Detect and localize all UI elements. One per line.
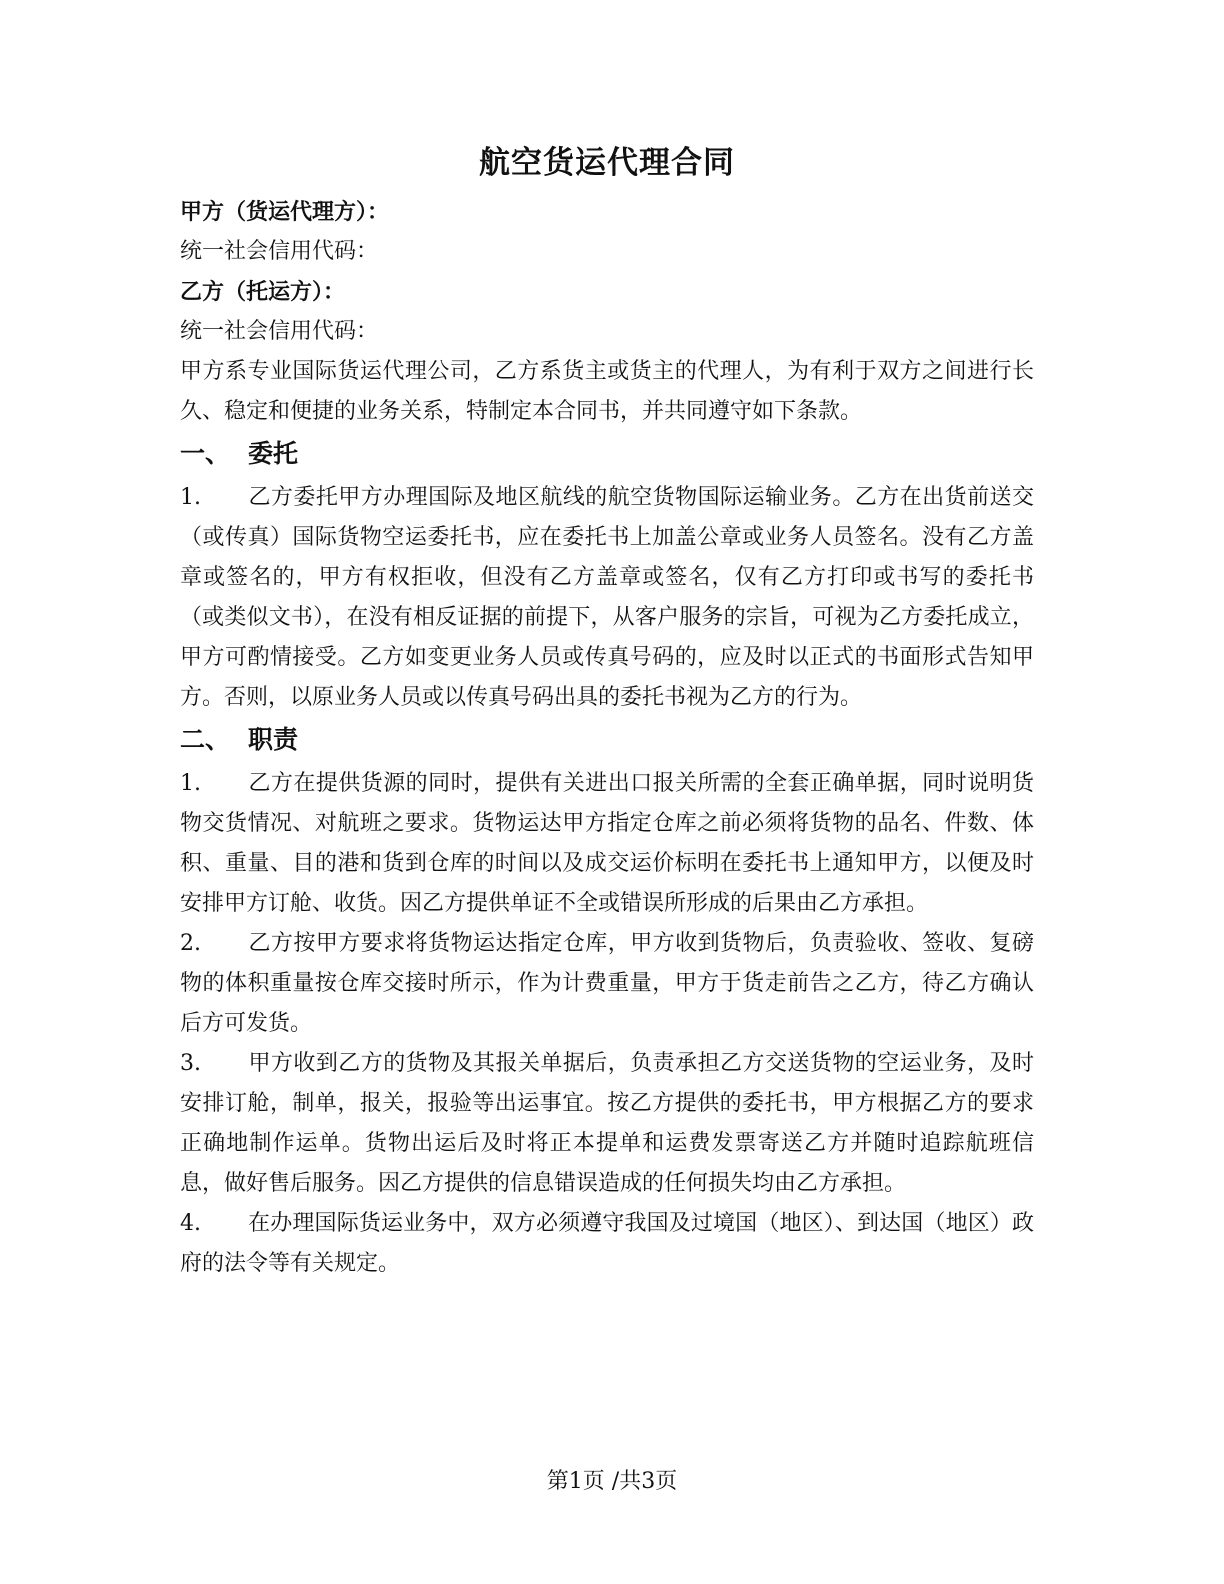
page-indicator: 第1页 /共3页 — [546, 1469, 678, 1494]
clause-number: 1. — [180, 771, 201, 796]
party-a-label: 甲方（货运代理方）： — [180, 199, 390, 225]
section-heading — [180, 720, 1034, 760]
clause-text: 乙方按甲方要求将货物运达指定仓库，甲方收到货物后，负责验收、签收、复磅物的体积重量按仓库交接时所示，作为计费重量，甲方于货走前告之乙方，待乙方确认后方可发货。 — [180, 931, 1034, 1036]
clause-number: 1. — [180, 485, 201, 510]
section-entrustment — [180, 434, 1034, 718]
party-b-credit-code-label: 统一社会信用代码： — [180, 319, 379, 344]
section-responsibilities — [180, 720, 1034, 1284]
clause-text: 在办理国际货运业务中，双方必须遵守我国及过境国（地区）、到达国（地区）政府的法令等有关规定。 — [180, 1211, 1034, 1276]
section-number: 二、 — [180, 725, 231, 754]
clause — [180, 1044, 1034, 1204]
clause-text: 甲方收到乙方的货物及其报关单据后，负责承担乙方交送货物的空运业务，及时安排订舱，制单，报关，报验等出运事宜。按乙方提供的委托书，甲方根据乙方的要求正确地制作运单。货物出运后及时将正本提单和运费发票寄送乙方并随时追踪航班信息，做好售后服务。因乙方提供的信息错误造成的任何损失均由乙方承担。 — [180, 1051, 1034, 1196]
clause — [180, 478, 1034, 718]
clause — [180, 924, 1034, 1044]
party-b-label: 乙方（托运方）： — [180, 279, 346, 305]
clause-text: 乙方在提供货源的同时，提供有关进出口报关所需的全套正确单据，同时说明货物交货情况、对航班之要求。货物运达甲方指定仓库之前必须将货物的品名、件数、体积、重量、目的港和货到仓库的时间以及成交运价标明在委托书上通知甲方，以便及时安排甲方订舱、收货。因乙方提供单证不全或错误所形成的后果由乙方承担。 — [180, 771, 1034, 916]
intro-paragraph: 甲方系专业国际货运代理公司，乙方系货主或货主的代理人，为有利于双方之间进行长久、稳定和便捷的业务关系，特制定本合同书，并共同遵守如下条款。 — [180, 359, 1034, 424]
clause-number: 2. — [180, 931, 201, 956]
section-title: 职责 — [248, 725, 299, 754]
clause — [180, 764, 1034, 924]
document-content — [180, 140, 1034, 1284]
party-a-credit-code-label: 统一社会信用代码： — [180, 239, 379, 264]
section-heading — [180, 434, 1034, 474]
page-footer — [0, 1466, 1224, 1498]
clause-number: 3. — [180, 1051, 201, 1076]
clause — [180, 1204, 1034, 1284]
section-number: 一、 — [180, 439, 231, 468]
section-title: 委托 — [248, 439, 299, 468]
clause-text: 乙方委托甲方办理国际及地区航线的航空货物国际运输业务。乙方在出货前送交（或传真）国际货物空运委托书，应在委托书上加盖公章或业务人员签名。没有乙方盖章或签名的，甲方有权拒收，但没有乙方盖章或签名，仅有乙方打印或书写的委托书（或类似文书），在没有相反证据的前提下，从客户服务的宗旨，可视为乙方委托成立，甲方可酌情接受。乙方如变更业务人员或传真号码的，应及时以正式的书面形式告知甲方。否则，以原业务人员或以传真号码出具的委托书视为乙方的行为。 — [180, 485, 1034, 710]
clause-number: 4. — [180, 1211, 201, 1236]
document-title: 航空货运代理合同 — [479, 145, 735, 181]
